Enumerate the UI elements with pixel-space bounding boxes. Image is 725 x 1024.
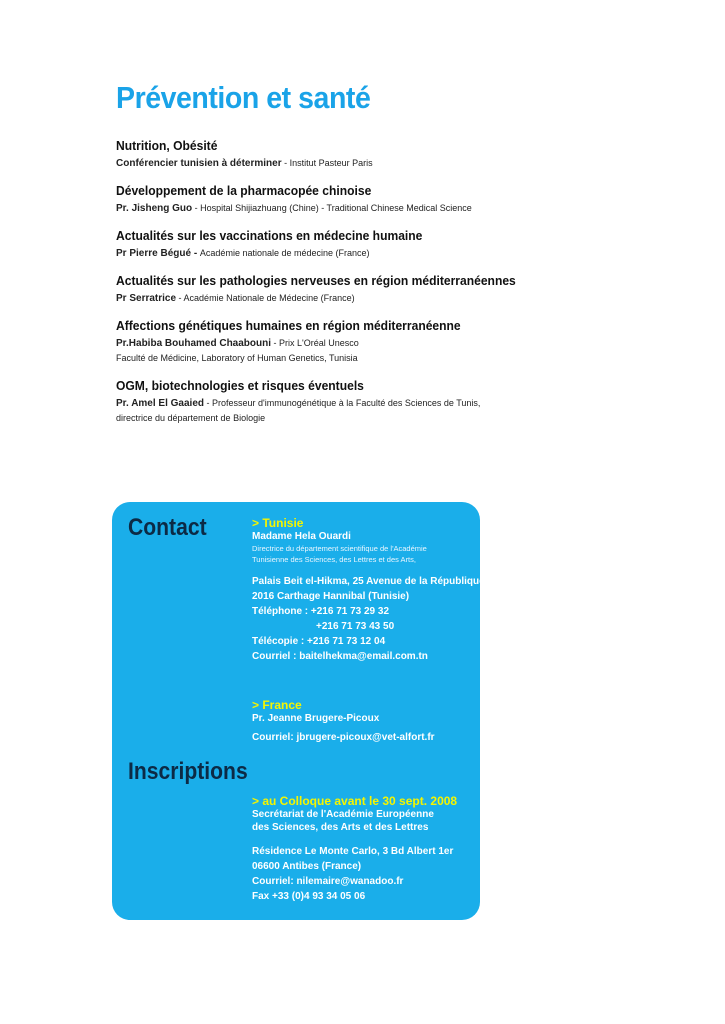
contact-france	[252, 698, 472, 745]
tunisie-role-line: Directrice du département scientifique de l'Académie	[252, 544, 427, 553]
topic-item	[116, 378, 636, 426]
france-label: > France	[252, 698, 302, 712]
page-title: Prévention et santé	[116, 80, 371, 115]
tunisie-phone-alt: +216 71 73 43 50	[316, 621, 395, 632]
speaker-name: Pr Pierre Bégué -	[116, 248, 200, 259]
inscriptions-org-line: des Sciences, des Arts et des Lettres	[252, 822, 429, 833]
speaker-name: Pr Serratrice	[116, 293, 177, 304]
inscriptions-address-line: 06600 Antibes (France)	[252, 861, 362, 872]
topic-speaker-line	[116, 246, 636, 261]
speaker-name: Pr.Habiba Bouhamed Chaabouni	[116, 338, 272, 349]
speaker-affiliation: Faculté de Médicine, Laboratory of Human Genetics, Tunisia	[116, 353, 358, 363]
topic-item	[116, 228, 636, 261]
tunisie-phone: Téléphone : +216 71 73 29 32	[252, 606, 390, 617]
topic-title: Actualités sur les pathologies nerveuses en région méditerranéennes	[116, 273, 516, 288]
topic-item	[116, 318, 636, 366]
inscriptions-deadline: > au Colloque avant le 30 sept. 2008	[252, 794, 458, 808]
speaker-affiliation: - Institut Pasteur Paris	[281, 158, 373, 168]
tunisie-fax: Télécopie : +216 71 73 12 04	[252, 636, 386, 647]
topic-item	[116, 183, 636, 216]
tunisie-address-line: Palais Beit el-Hikma, 25 Avenue de la République	[252, 576, 485, 587]
speaker-affiliation: directrice du département de Biologie	[116, 413, 266, 423]
speaker-name: Pr. Jisheng Guo	[116, 203, 193, 214]
topic-detail-line	[116, 411, 636, 426]
tunisie-role-line: Tunisienne des Sciences, des Lettres et des Arts,	[252, 555, 416, 564]
inscriptions-org-line: Secrétariat de l'Académie Européenne	[252, 809, 434, 820]
speaker-affiliation: - Académie Nationale de Médecine (France)	[176, 293, 355, 303]
inscriptions-heading: Inscriptions	[128, 758, 248, 785]
topic-title: OGM, biotechnologies et risques éventuels	[116, 378, 364, 393]
topic-speaker-line	[116, 396, 636, 411]
france-contact-name: Pr. Jeanne Brugere-Picoux	[252, 713, 380, 724]
topics-list	[116, 138, 636, 438]
topic-title: Actualités sur les vaccinations en médecine humaine	[116, 228, 423, 243]
speaker-affiliation: - Professeur d'immunogénétique à la Faculté des Sciences de Tunis,	[204, 398, 481, 408]
speaker-name: Pr. Amel El Gaaied	[116, 398, 205, 409]
tunisie-address-line: 2016 Carthage Hannibal (Tunisie)	[252, 591, 410, 602]
topic-speaker-line	[116, 336, 636, 351]
inscriptions-email[interactable]: Courriel: nilemaire@wanadoo.fr	[252, 876, 404, 887]
topic-speaker-line	[116, 156, 636, 171]
france-email[interactable]: Courriel: jbrugere-picoux@vet-alfort.fr	[252, 732, 435, 743]
inscriptions-address-line: Résidence Le Monte Carlo, 3 Bd Albert 1er	[252, 846, 454, 857]
tunisie-contact-name: Madame Hela Ouardi	[252, 531, 351, 542]
speaker-affiliation: - Prix L'Oréal Unesco	[271, 338, 359, 348]
topic-item	[116, 138, 636, 171]
speaker-affiliation: - Hospital Shijiazhuang (Chine) - Traditional Chinese Medical Science	[192, 203, 472, 213]
topic-title: Nutrition, Obésité	[116, 138, 218, 153]
tunisie-email[interactable]: Courriel : baitelhekma@email.com.tn	[252, 651, 428, 662]
topic-detail-line	[116, 351, 636, 366]
topic-item	[116, 273, 636, 306]
inscriptions-fax: Fax +33 (0)4 93 34 05 06	[252, 891, 366, 902]
speaker-affiliation: Académie nationale de médecine (France)	[199, 248, 370, 258]
topic-speaker-line	[116, 291, 636, 306]
topic-title: Affections génétiques humaines en région méditerranéenne	[116, 318, 461, 333]
topic-title: Développement de la pharmacopée chinoise	[116, 183, 372, 198]
speaker-name: Conférencier tunisien à déterminer	[116, 158, 282, 169]
contact-panel	[112, 502, 485, 920]
topic-speaker-line	[116, 201, 636, 216]
contact-tunisie	[252, 516, 485, 664]
tunisie-label: > Tunisie	[252, 516, 304, 530]
inscriptions-details	[252, 794, 472, 904]
contact-heading: Contact	[128, 514, 207, 541]
